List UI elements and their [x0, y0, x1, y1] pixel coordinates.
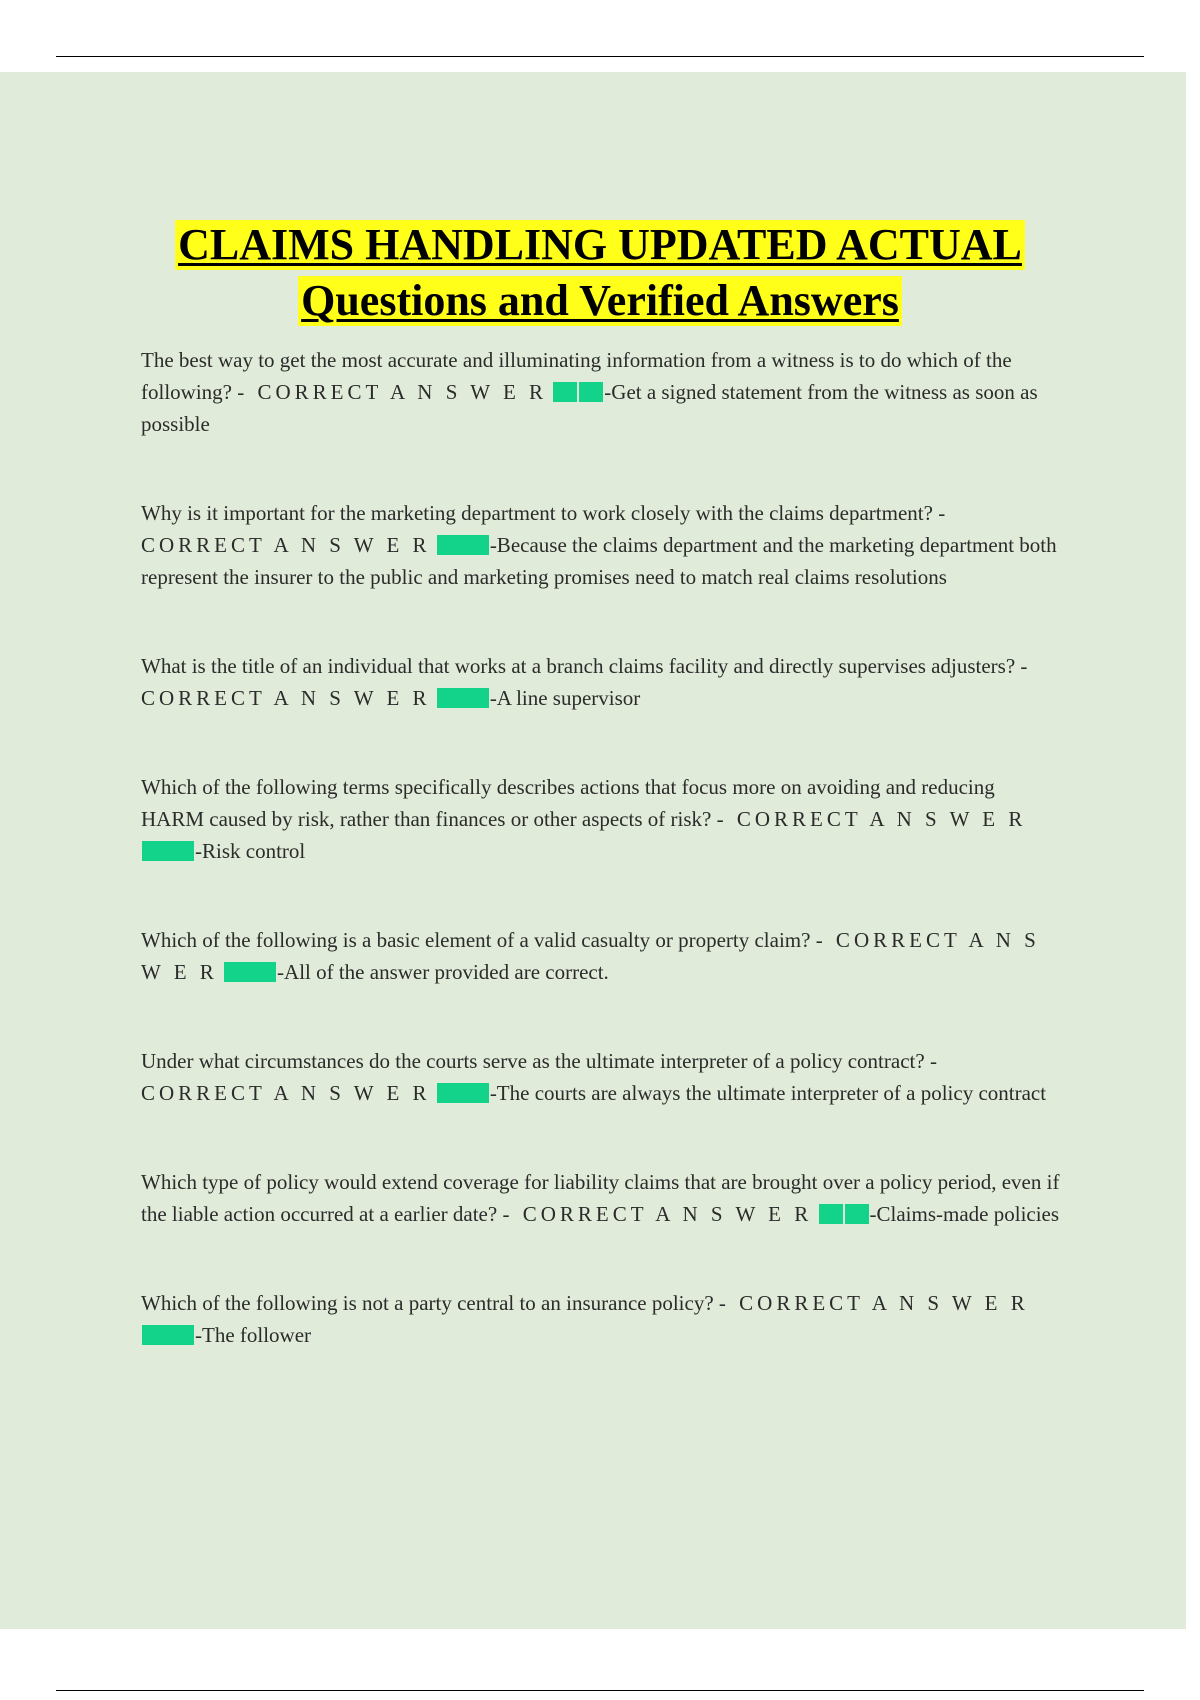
qa-item: [141, 650, 1061, 714]
answer-text: -The follower: [195, 1323, 312, 1347]
qa-list: [141, 344, 1061, 1351]
answer-label: - CORRECT A N S W E R: [141, 1049, 941, 1105]
answer-text: -The courts are always the ultimate interpreter of a policy contract: [489, 1081, 1047, 1105]
answer-text: -All of the answer provided are correct.: [277, 960, 609, 984]
bottom-rule: [56, 1690, 1144, 1691]
question-text: The best way to get the most accurate and illuminating information from a witness is to do which of the following?: [141, 348, 1012, 404]
answer-text: -Because the claims department and the marketing department both represent the insurer to the public and marketing promises need to match real claims resolutions: [141, 533, 1057, 589]
answer-marker-icon: [819, 1204, 843, 1224]
answer-label: - CORRECT A N S W E R: [141, 928, 1040, 984]
qa-item: [141, 344, 1061, 440]
top-rule: [56, 56, 1144, 57]
qa-item: [141, 771, 1061, 867]
answer-marker-icon: [553, 382, 577, 402]
answer-text: -A line supervisor: [489, 686, 641, 710]
answer-marker-icon: [437, 1083, 489, 1103]
answer-text: -Claims-made policies: [869, 1202, 1060, 1226]
question-text: Which type of policy would extend coverage for liability claims that are brought over a policy period, even if the liable action occurred at a earlier date?: [141, 1170, 1060, 1226]
question-text: Which of the following is a basic element of a valid casualty or property claim?: [141, 928, 811, 952]
question-text: What is the title of an individual that works at a branch claims facility and directly supervises adjusters?: [141, 654, 1016, 678]
answer-label: - CORRECT A N S W E R: [237, 380, 548, 404]
answer-text: -Risk control: [195, 839, 306, 863]
qa-item: [141, 1045, 1061, 1109]
answer-marker-icon: [579, 382, 603, 402]
answer-marker-icon: [224, 962, 276, 982]
document-title: [0, 220, 1200, 326]
answer-text: -Get a signed statement from the witness as soon as possible: [141, 380, 1038, 436]
answer-marker-icon: [142, 841, 194, 861]
answer-label: - CORRECT A N S W E R: [141, 501, 950, 557]
qa-item: [141, 1166, 1061, 1230]
answer-label: - CORRECT A N S W E R: [141, 654, 1032, 710]
answer-label: - CORRECT A N S W E R: [718, 1291, 1029, 1315]
answer-label: - CORRECT A N S W E R: [502, 1202, 813, 1226]
qa-item: [141, 924, 1061, 988]
answer-marker-icon: [437, 535, 489, 555]
answer-marker-icon: [142, 1325, 194, 1345]
question-text: Which of the following is not a party central to an insurance policy?: [141, 1291, 714, 1315]
question-text: Why is it important for the marketing department to work closely with the claims department?: [141, 501, 933, 525]
answer-marker-icon: [845, 1204, 869, 1224]
title-line-1: CLAIMS HANDLING UPDATED ACTUAL: [175, 220, 1025, 270]
question-text: Which of the following terms specifically describes actions that focus more on avoiding and reducing HARM caused by risk, rather than finances or other aspects of risk?: [141, 775, 995, 831]
answer-label: - CORRECT A N S W E R: [716, 807, 1027, 831]
qa-item: [141, 1287, 1061, 1351]
qa-item: [141, 497, 1061, 593]
title-line-2: Questions and Verified Answers: [298, 276, 902, 326]
answer-marker-icon: [437, 688, 489, 708]
question-text: Under what circumstances do the courts serve as the ultimate interpreter of a policy contract?: [141, 1049, 925, 1073]
